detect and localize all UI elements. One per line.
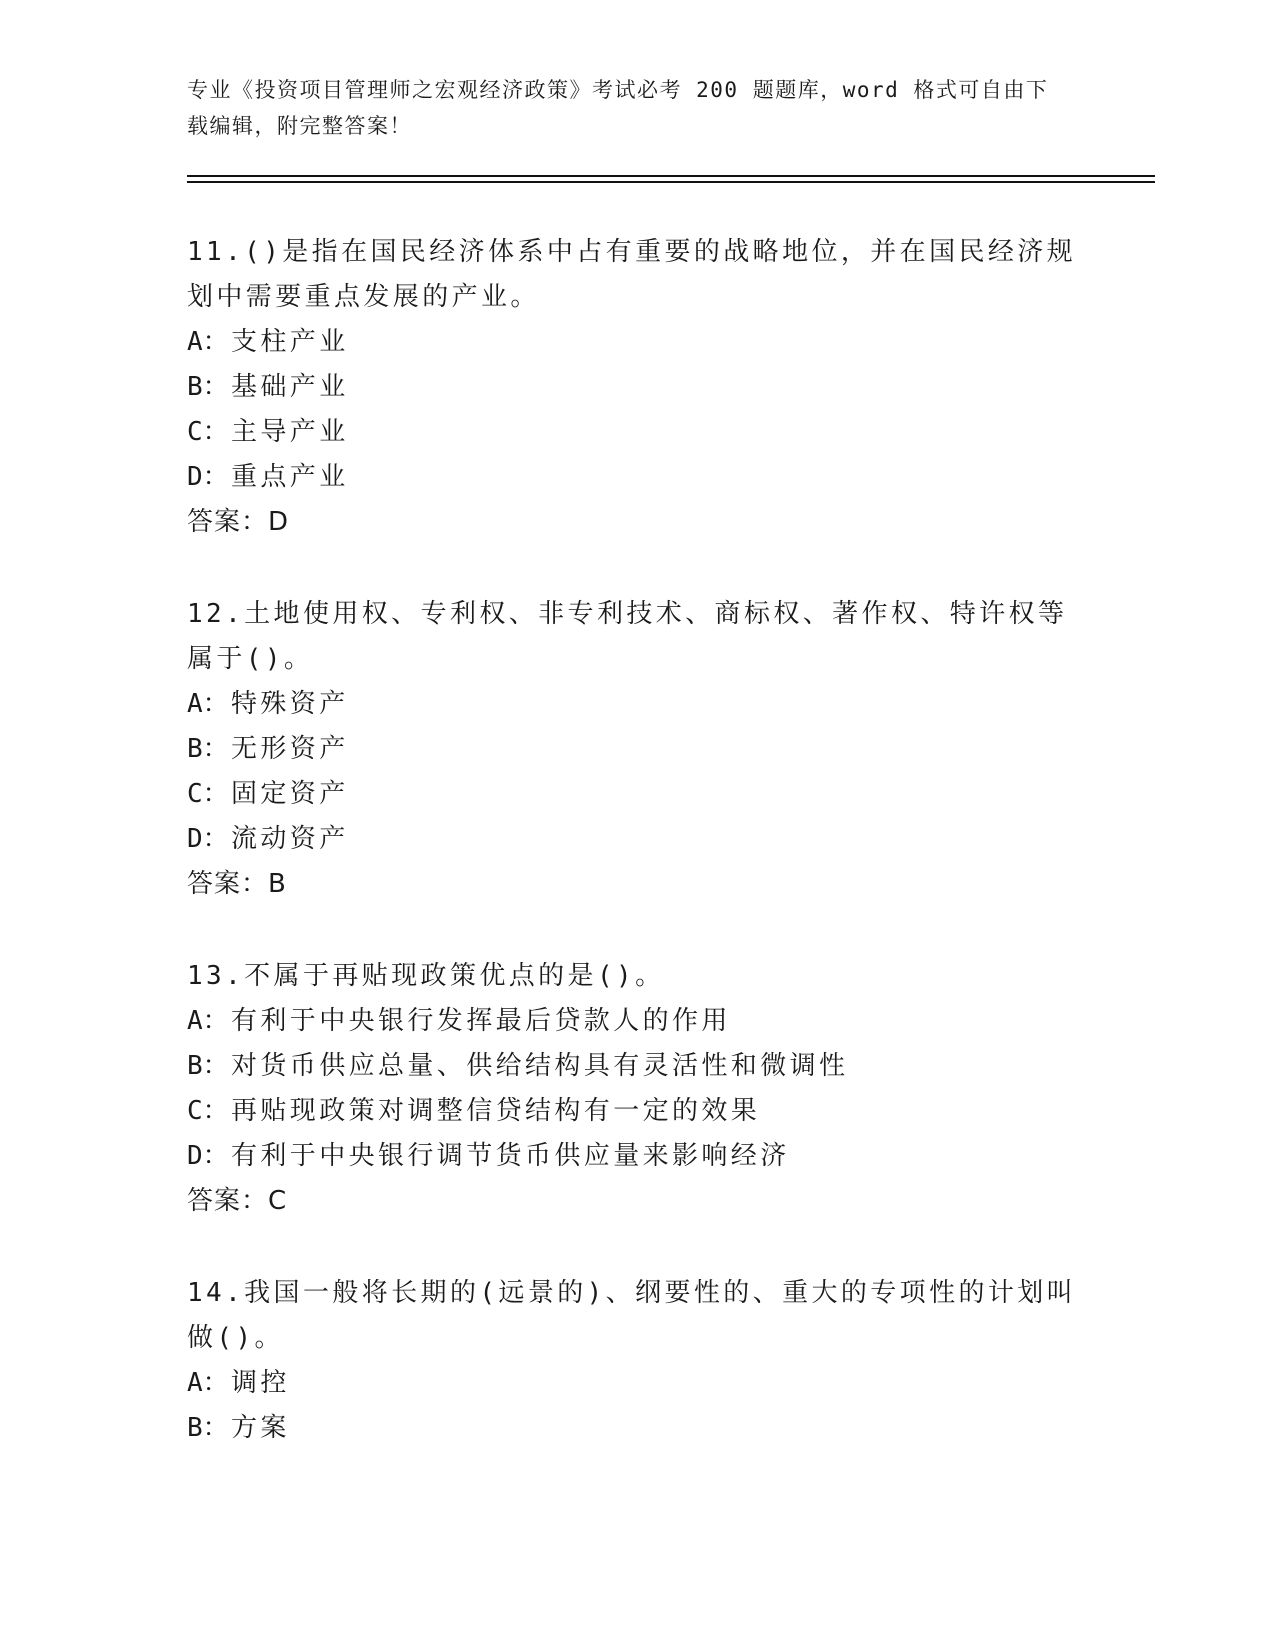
question-11 xyxy=(187,230,1087,545)
option-key: A： xyxy=(187,1006,229,1036)
option-key: B： xyxy=(187,1051,229,1081)
option-key: D： xyxy=(187,824,229,854)
option-key: A： xyxy=(187,1368,229,1398)
question-list xyxy=(187,230,1087,1498)
option-key: B： xyxy=(187,1413,229,1443)
option-d xyxy=(187,817,1087,862)
option-key: C： xyxy=(187,1096,229,1126)
document-header xyxy=(187,72,1067,144)
option-text: 基础产业 xyxy=(231,372,349,402)
option-text: 固定资产 xyxy=(231,779,349,809)
option-a xyxy=(187,999,1087,1044)
option-a xyxy=(187,320,1087,365)
option-text: 再贴现政策对调整信贷结构有一定的效果 xyxy=(231,1096,761,1126)
option-a xyxy=(187,1361,1087,1406)
option-b xyxy=(187,727,1087,772)
option-key: D： xyxy=(187,462,229,492)
option-text: 主导产业 xyxy=(231,417,349,447)
option-text: 支柱产业 xyxy=(231,327,349,357)
option-c xyxy=(187,1089,1087,1134)
option-text: 有利于中央银行调节货币供应量来影响经济 xyxy=(231,1141,790,1171)
option-c xyxy=(187,410,1087,455)
question-stem: 13.不属于再贴现政策优点的是()。 xyxy=(187,961,665,991)
question-13 xyxy=(187,954,1087,1224)
option-text: 对货币供应总量、供给结构具有灵活性和微调性 xyxy=(231,1051,849,1081)
option-text: 流动资产 xyxy=(231,824,349,854)
option-b xyxy=(187,1406,1087,1451)
question-stem: 14.我国一般将长期的(远景的)、纲要性的、重大的专项性的计划叫做()。 xyxy=(187,1278,1077,1353)
option-b xyxy=(187,1044,1087,1089)
option-key: B： xyxy=(187,372,229,402)
question-stem: 11.()是指在国民经济体系中占有重要的战略地位，并在国民经济规划中需要重点发展的产业。 xyxy=(187,237,1077,312)
answer-line: 答案：B xyxy=(187,869,287,899)
option-key: A： xyxy=(187,689,229,719)
question-12 xyxy=(187,592,1087,907)
option-text: 无形资产 xyxy=(231,734,349,764)
option-key: B： xyxy=(187,734,229,764)
option-key: C： xyxy=(187,779,229,809)
option-key: A： xyxy=(187,327,229,357)
option-b xyxy=(187,365,1087,410)
option-text: 重点产业 xyxy=(231,462,349,492)
option-text: 特殊资产 xyxy=(231,689,349,719)
header-intro-text: 专业《投资项目管理师之宏观经济政策》考试必考 200 题题库，word 格式可自由下载编辑，附完整答案！ xyxy=(187,78,1049,138)
option-a xyxy=(187,682,1087,727)
answer-line: 答案：D xyxy=(187,507,290,537)
question-stem: 12.土地使用权、专利权、非专利技术、商标权、著作权、特许权等属于()。 xyxy=(187,599,1068,674)
header-divider-bottom xyxy=(187,181,1155,183)
option-key: D： xyxy=(187,1141,229,1171)
option-d xyxy=(187,1134,1087,1179)
option-d xyxy=(187,455,1087,500)
option-text: 有利于中央银行发挥最后贷款人的作用 xyxy=(231,1006,731,1036)
option-c xyxy=(187,772,1087,817)
option-text: 方案 xyxy=(231,1413,290,1443)
option-text: 调控 xyxy=(231,1368,290,1398)
answer-line: 答案：C xyxy=(187,1186,288,1216)
header-divider-top xyxy=(187,175,1155,177)
option-key: C： xyxy=(187,417,229,447)
question-14 xyxy=(187,1271,1087,1451)
